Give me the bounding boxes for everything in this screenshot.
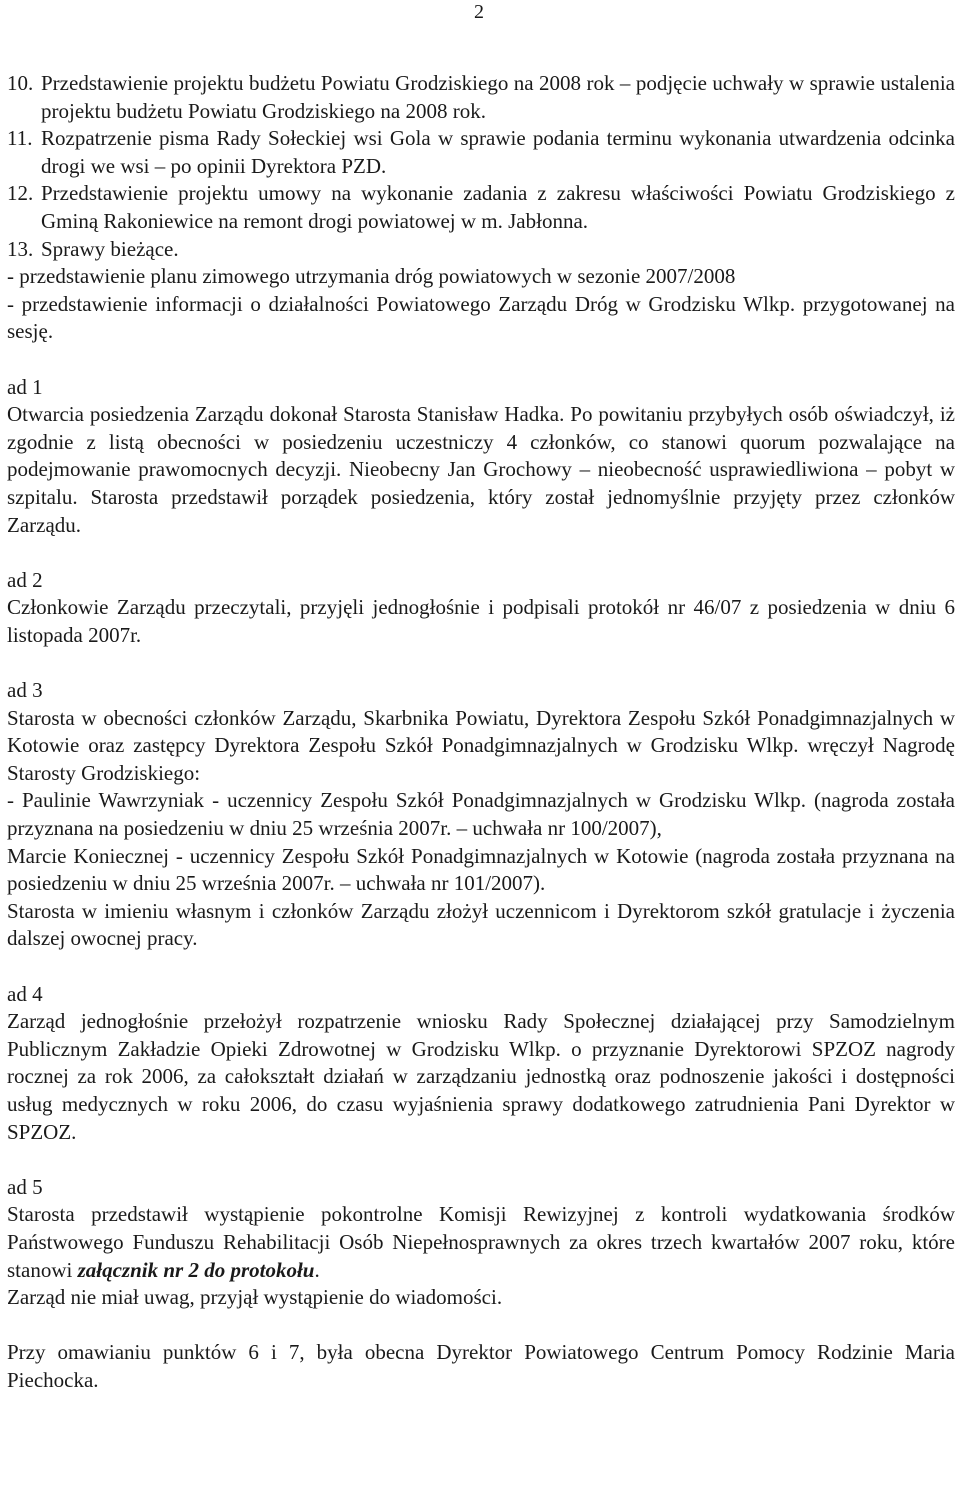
current-affairs-item: - przedstawienie planu zimowego utrzymania dróg powiatowych w sezonie 2007/2008 [7,264,736,289]
agenda-item-13 [7,236,955,264]
attachment-reference: załącznik nr 2 do protokołu [77,1257,315,1282]
agenda-number: 12. [7,181,34,206]
agenda-text: Rozpatrzenie pisma Rady Sołeckiej wsi Gola w sprawie podania terminu wykonania utwardzenia odcinka drogi we wsi – po opinii Dyrektora PZD. [41,126,955,178]
agenda-item-11 [7,125,955,180]
agenda-number: 13. [7,236,34,261]
section-heading-ad2: ad 2 [7,567,43,592]
section-heading-ad5: ad 5 [7,1174,43,1199]
section-text-ad2: Członkowie Zarządu przeczytali, przyjęli jednogłośnie i podpisali protokół nr 46/07 z posiedzenia w dniu 6 listopada 2007r. [7,595,955,647]
agenda-number: 10. [7,71,34,95]
section-text-ad4: Zarząd jednogłośnie przełożył rozpatrzenie wniosku Rady Społecznej działającej przy Samodzielnym Publicznym Zakładzie Opieki Zdrowotnej w Grodzisku Wlkp. o przyznanie Dyrektorowi SPZOZ nagrody rocznej za rok 2006, za całokształt działań w zarządzaniu jednostką oraz podnoszenie jakości i dostępności usług medycznych w roku 2006, do czasu wyjaśnienia sprawy dodatkowego zatrudnienia Pani Dyrektor w SPZOZ. [7,1009,955,1144]
agenda-text: Przedstawienie projektu umowy na wykonanie zadania z zakresu właściwości Powiatu Grodziskiego z Gminą Rakoniewice na remont drogi powiatowej w m. Jabłonna. [41,181,955,233]
section-heading-ad3: ad 3 [7,678,43,703]
agenda-text: Sprawy bieżące. [41,236,179,261]
agenda-item-10 [7,70,955,125]
section-text-ad5 [7,1201,955,1284]
closing-paragraph: Przy omawianiu punktów 6 i 7, była obecna Dyrektor Powiatowego Centrum Pomocy Rodzinie Maria Piechocka. [7,1340,955,1392]
section-text-ad3-p3: Marcie Koniecznej - uczennicy Zespołu Szkół Ponadgimnazjalnych w Kotowie (nagroda została przyznana na posiedzeniu w dniu 25 września 2007r. – uchwała nr 101/2007). [7,843,955,896]
ad5-text-after: . [314,1257,320,1282]
section-text-ad1: Otwarcia posiedzenia Zarządu dokonał Starosta Stanisław Hadka. Po powitaniu przybyłych osób oświadczył, iż zgodnie z listą obecności w posiedzeniu uczestniczy 4 członków, co stanowi quorum pozwalające na podejmowanie prawomocnych decyzji. Nieobecny Jan Grochowy – nieobecność usprawiedliwiona – pobyt w szpitalu. Starosta przedstawił porządek posiedzenia, który został jednomyślnie przyjęty przez członków Zarządu. [7,402,955,537]
section-heading-ad1: ad 1 [7,374,43,399]
agenda-item-12 [7,180,955,235]
section-text-ad3-p4: Starosta w imieniu własnym i członków Zarządu złożył uczennicom i Dyrektorom szkół gratulacje i życzenia dalszej owocnej pracy. [7,898,955,951]
page-number: 2 [474,1,484,23]
section-text-ad5-p2: Zarząd nie miał uwag, przyjął wystąpienie do wiadomości. [7,1285,503,1310]
document-body [7,70,955,1395]
agenda-text: Przedstawienie projektu budżetu Powiatu Grodziskiego na 2008 rok – podjęcie uchwały w sprawie ustalenia projektu budżetu Powiatu Grodziskiego na 2008 rok. [41,71,955,123]
section-text-ad3-p2: - Paulinie Wawrzyniak - uczennicy Zespołu Szkół Ponadgimnazjalnych w Grodzisku Wlkp. (nagroda została przyznana na posiedzeniu w dniu 25 września 2007r. – uchwała nr 100/2007), [7,788,955,841]
section-text-ad3-p1: Starosta w obecności członków Zarządu, Skarbnika Powiatu, Dyrektora Zespołu Szkół Ponadgimnazjalnych w Kotowie oraz zastępcy Dyrektora Zespołu Szkół Ponadgimnazjalnych w Grodzisku Wlkp. wręczył Nagrodę Starosty Grodziskiego: [7,705,955,785]
current-affairs-item: - przedstawienie informacji o działalności Powiatowego Zarządu Dróg w Grodzisku Wlkp. przygotowanej na sesję. [7,291,955,344]
agenda-number: 11. [7,126,33,151]
ad5-text-before: Starosta przedstawił wystąpienie pokontrolne Komisji Rewizyjnej z kontroli wydatkowania środków Państwowego Funduszu Rehabilitacji Osób Niepełnosprawnych za okres trzech kwartałów 2007 roku, które stanowi [7,1202,955,1282]
section-heading-ad4: ad 4 [7,981,43,1006]
